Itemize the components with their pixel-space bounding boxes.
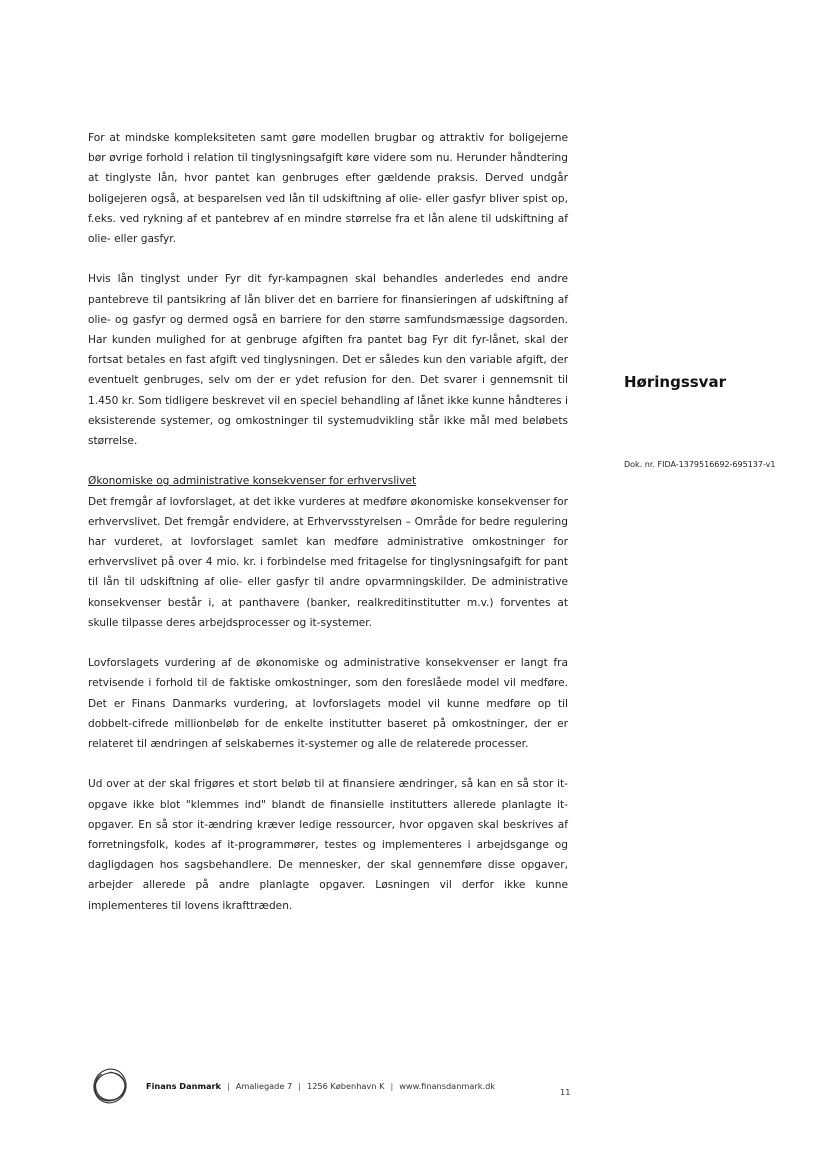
paragraph-3: Det fremgår af lovforslaget, at det ikke vurderes at medføre økonomiske konsekvenser for erhvervslivet. Det fremgår endvidere, at Erhvervsstyrelsen – Område for bedre regulering har vurderet, at lovforslaget samlet kan medføre administrative omkostninger for erhvervslivet på over 4 mio. kr. i forbindelse med fritagelse for tinglysningsafgift for pant til lån til udskiftning af olie- eller gasfyr til andre opvarmningskilder. De administrative konsekvenser består i, at panthavere (banker, realkreditinstitutter m.v.) forventes at skulle tilpasse deres arbejdsprocesser og it-systemer. bbox=[88, 495, 568, 629]
document-reference: Dok. nr. FIDA-1379516692-695137-v1 bbox=[624, 460, 776, 469]
paragraph-2: Hvis lån tinglyst under Fyr dit fyr-kampagnen skal behandles anderledes end andre pantebreve til pantsikring af lån bliver det en barriere for finansieringen af udskiftning af olie- og gasfyr og dermed også en barriere for den større samfundsmæssige dagsorden. Har kunden mulighed for at genbruge afgiften fra pantet bag Fyr dit fyr-lånet, skal der fortsat betales en fast afgift ved tinglysningen. Det er således kun den variable afgift, der eventuelt genbruges, selv om der er ydet refusion for den. Det svarer i gennemsnit til 1.450 kr. Som tidligere beskrevet vil en speciel behandling af lånet ikke kunne håndteres i eksisterende systemer, og omkostninger til systemudvikling står ikke mål med beløbets størrelse. bbox=[88, 273, 568, 448]
footer-website[interactable]: www.finansdanmark.dk bbox=[399, 1081, 496, 1091]
document-body bbox=[88, 128, 568, 916]
sidebar-title: Høringssvar bbox=[624, 373, 726, 391]
page-number: 11 bbox=[560, 1087, 571, 1097]
footer-address: Amaliegade 7 bbox=[235, 1081, 293, 1091]
paragraph-4: Lovforslagets vurdering af de økonomiske og administrative konsekvenser er langt fra retvisende i forhold til de faktiske omkostninger, som den foreslåede model vil medføre. Det er Finans Danmarks vurdering, at lovforslagets model vil kunne medføre op til dobbelt-cifrede millionbeløb for de enkelte institutter baseret på omkostninger, der er relateret til ændringen af selskabernes it-systemer og alle de relaterede processer. bbox=[88, 657, 568, 751]
paragraph-5: Ud over at der skal frigøres et stort beløb til at finansiere ændringer, så kan en så stor it-opgave ikke blot "klemmes ind" blandt de finansielle institutters allerede planlagte it-opgaver. En så stor it-ændring kræver ledige ressourcer, hvor opgaven skal beskrives af forretningsfolk, kodes af it-programmører, testes og implementeres i arbejdsgange og dagligdagen hos sagsbehandlere. De mennesker, der skal gennemføre disse opgaver, arbejder allerede på andre planlagte opgaver. Løsningen vil derfor ikke kunne implementeres til lovens ikrafttræden. bbox=[88, 778, 568, 912]
footer-city: 1256 København K bbox=[306, 1081, 385, 1091]
page-footer bbox=[88, 1066, 578, 1106]
footer-separator: | bbox=[298, 1081, 301, 1091]
finans-danmark-logo-icon bbox=[88, 1066, 132, 1106]
footer-brand: Finans Danmark bbox=[146, 1081, 221, 1091]
footer-separator: | bbox=[390, 1081, 394, 1091]
paragraph-1: For at mindske kompleksiteten samt gøre modellen brugbar og attraktiv for boligejerne bør øvrige forhold i relation til tinglysningsafgift køre videre som nu. Herunder håndtering at tinglyste lån, hvor pantet kan genbruges efter gældende praksis. Derved undgår boligejeren også, at besparelsen ved lån til udskiftning af olie- eller gasfyr bliver spist op, f.eks. ved rykning af et pantebrev af en mindre størrelse fra et lån alene til udskiftning af olie- eller gasfyr. bbox=[88, 132, 568, 246]
footer-separator: | bbox=[227, 1081, 230, 1091]
section-heading: Økonomiske og administrative konsekvenser for erhvervslivet bbox=[88, 475, 417, 488]
